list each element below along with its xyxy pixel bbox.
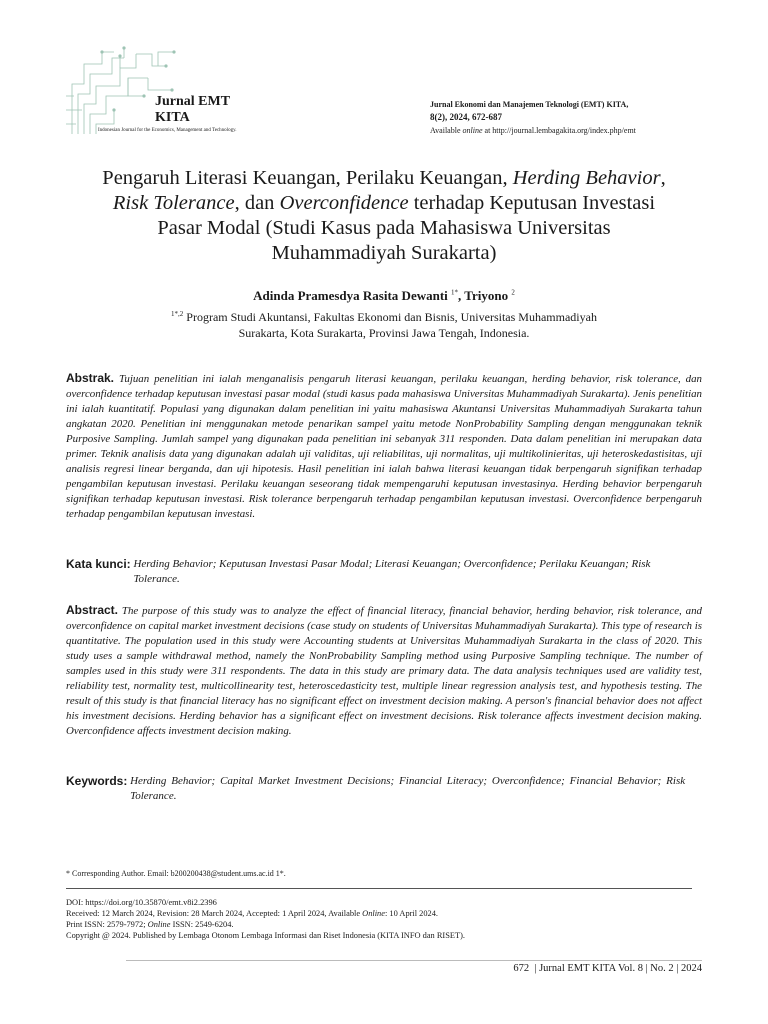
abstract-label: Abstract. [66,603,119,617]
affiliation [110,306,658,341]
page-number: 672 [513,963,530,974]
journal-url-link[interactable]: at http://journal.lembagakita.org/index.php/emt [484,126,636,135]
article-metadata [66,897,465,941]
author-name: , Triyono [458,288,509,303]
journal-availability [430,124,636,137]
received-text: Received: 12 March 2024, Revision: 28 March 2024, Accepted: 1 April 2024, Available [66,909,363,918]
keywords-label: Keywords: [66,774,128,788]
corresponding-author-note: * Corresponding Author. Email: b200200438@student.ums.ac.id 1*. [66,869,286,878]
title-part-italic: Herding Behavior [512,167,661,189]
journal-logo-subtitle: Indonesian Journal for the Economics, Management and Technology. [98,128,237,133]
journal-name-line2: KITA [155,110,190,125]
online-italic: Online [362,909,385,918]
received-dates [66,908,465,919]
issn-text: Print ISSN: 2579-7972; [66,920,148,929]
available-online: online [462,126,483,135]
abstract-section [66,603,702,739]
author-list [40,288,728,304]
affiliation-mark: 1*,2 [171,310,184,318]
author-name: Adinda Pramesdya Rasita Dewanti [253,288,448,303]
affiliation-line: Surakarta, Kota Surakarta, Provinsi Jawa Tengah, Indonesia. [238,326,530,340]
article-title [40,166,728,266]
kata-kunci-label: Kata kunci: [66,557,131,571]
available-prefix: Available [430,126,461,135]
copyright-notice: Copyright @ 2024. Published by Lembaga Otonom Lembaga Informasi dan Riset Indonesia (KITA INFO dan RISET). [66,931,465,940]
journal-volume: 8(2), 2024, 672-687 [430,112,502,122]
page-journal-info: Jurnal EMT KITA Vol. 8 | No. 2 | 2024 [539,963,702,974]
title-part: terhadap Keputusan Investasi [408,192,656,214]
page-footer [513,963,702,974]
title-part: , dan [234,192,280,214]
journal-logo-name [155,94,230,126]
received-text: : 10 April 2024. [384,909,439,918]
title-part-italic: Risk Tolerance [112,192,235,214]
author-affil-mark: 1* [451,288,459,297]
issn-text: ISSN: 2549-6204. [170,920,234,929]
title-part: Muhammadiyah Surakarta) [271,242,497,264]
footer-divider [66,888,692,889]
author-affil-mark: 2 [511,288,515,297]
keywords-section [66,774,702,804]
kata-kunci-text: Herding Behavior; Keputusan Investasi Pasar Modal; Literasi Keuangan; Overconfidence; Perilaku Keuangan; Risk Tolerance. [133,558,651,585]
doi-link[interactable]: DOI: https://doi.org/10.35870/emt.v8i2.2396 [66,898,217,907]
keywords-text: Herding Behavior; Capital Market Investment Decisions; Financial Literacy; Overconfidence; Financial Behavior; Risk Tolerance. [130,775,686,802]
title-part-italic: Overconfidence [279,192,409,214]
abstrak-label: Abstrak. [66,371,115,385]
title-part: , [660,167,666,189]
online-italic: Online [147,920,171,929]
journal-name-line1: Jurnal EMT [155,94,231,109]
page-footer-divider [126,960,702,961]
abstrak-text: Tujuan penelitian ini ialah menganalisis pengaruh literasi keuangan, perilaku keuangan, herding behavior, risk tolerance, dan overconfidence terhadap keputusan investasi pasar modal (studi kasus pada mahasiswa Universitas Muhammadiyah Surakarta). Jenis penelitian ini ialah kuantitatif. Populasi yang digunakan dalam penelitian ini yaitu mahasiswa Akuntansi Universitas Muhammadiyah Surakarta tahun angkatan 2020. Penelitian ini menggunakan metode penarikan sampel yaitu metode NonProbability Sampling dengan menggunakan teknik Purposive Sampling. Jumlah sampel yang digunakan pada penelitian ini sebanyak 311 responden. Data dalam penelitian ini merupakan data primer. Teknik analisis data yang digunakan adalah uji validitas, uji reliabilitas, uji normalitas, uji multikolinieritas, uji heteroskedastisitas, uji analisis regresi linear berganda, dan uji hipotesis. Hasil penelitian ini ialah bahwa literasi keuangan tidak berpengaruh signifikan terhadap pengambilan keputusan investasi. Perilaku keuangan seseorang tidak mempengaruhi keputusan investasinya. Herding behavior berpengaruh signifikan terhadap keputusan investasi. Risk tolerance berpengaruh terhadap pengambilan keputusan investasi. Overconfidence berpengaruh terhadap pengambilan keputusan investasi. [66,373,702,520]
affiliation-line: Program Studi Akuntansi, Fakultas Ekonomi dan Bisnis, Universitas Muhammadiyah [183,310,597,324]
title-part: Pasar Modal (Studi Kasus pada Mahasiswa Universitas [157,217,611,239]
kata-kunci-section [66,557,702,587]
abstrak-section [66,371,702,522]
abstract-text: The purpose of this study was to analyze the effect of financial literacy, financial behavior, herding behavior, risk tolerance, and overconfidence on capital market investment decisions (case study on students of Universitas Muhammadiyah Surakarta). This type of research is quantitative. The population used in this study were Accounting students at Universitas Muhammadiyah Surakarta in the class of 2020. This study uses a sample withdrawal method, namely the NonProbability Sampling method using Purposive Sampling technique. The number of samples used in this study were 311 respondents. The data in this study are primary data. The data analysis techniques used are validity test, reliability test, normality test, multicollinearity test, heteroscedasticity test, multiple linear regression analysis test, and hypothesis testing. The result of this study is that financial literacy has no significant effect on investment decision making. A person's financial behavior does not affect his investment decisions. Herding behavior has a significant effect on investment decisions. Risk tolerance affects investment decision making. Overconfidence affects investment decision making. [66,605,702,737]
journal-citation-header [430,98,636,137]
footer-separator: | [531,963,540,974]
title-part: Pengaruh Literasi Keuangan, Perilaku Keuangan, [102,167,513,189]
journal-full-name: Jurnal Ekonomi dan Manajemen Teknologi (EMT) KITA, [430,100,629,109]
issn-info [66,919,465,930]
